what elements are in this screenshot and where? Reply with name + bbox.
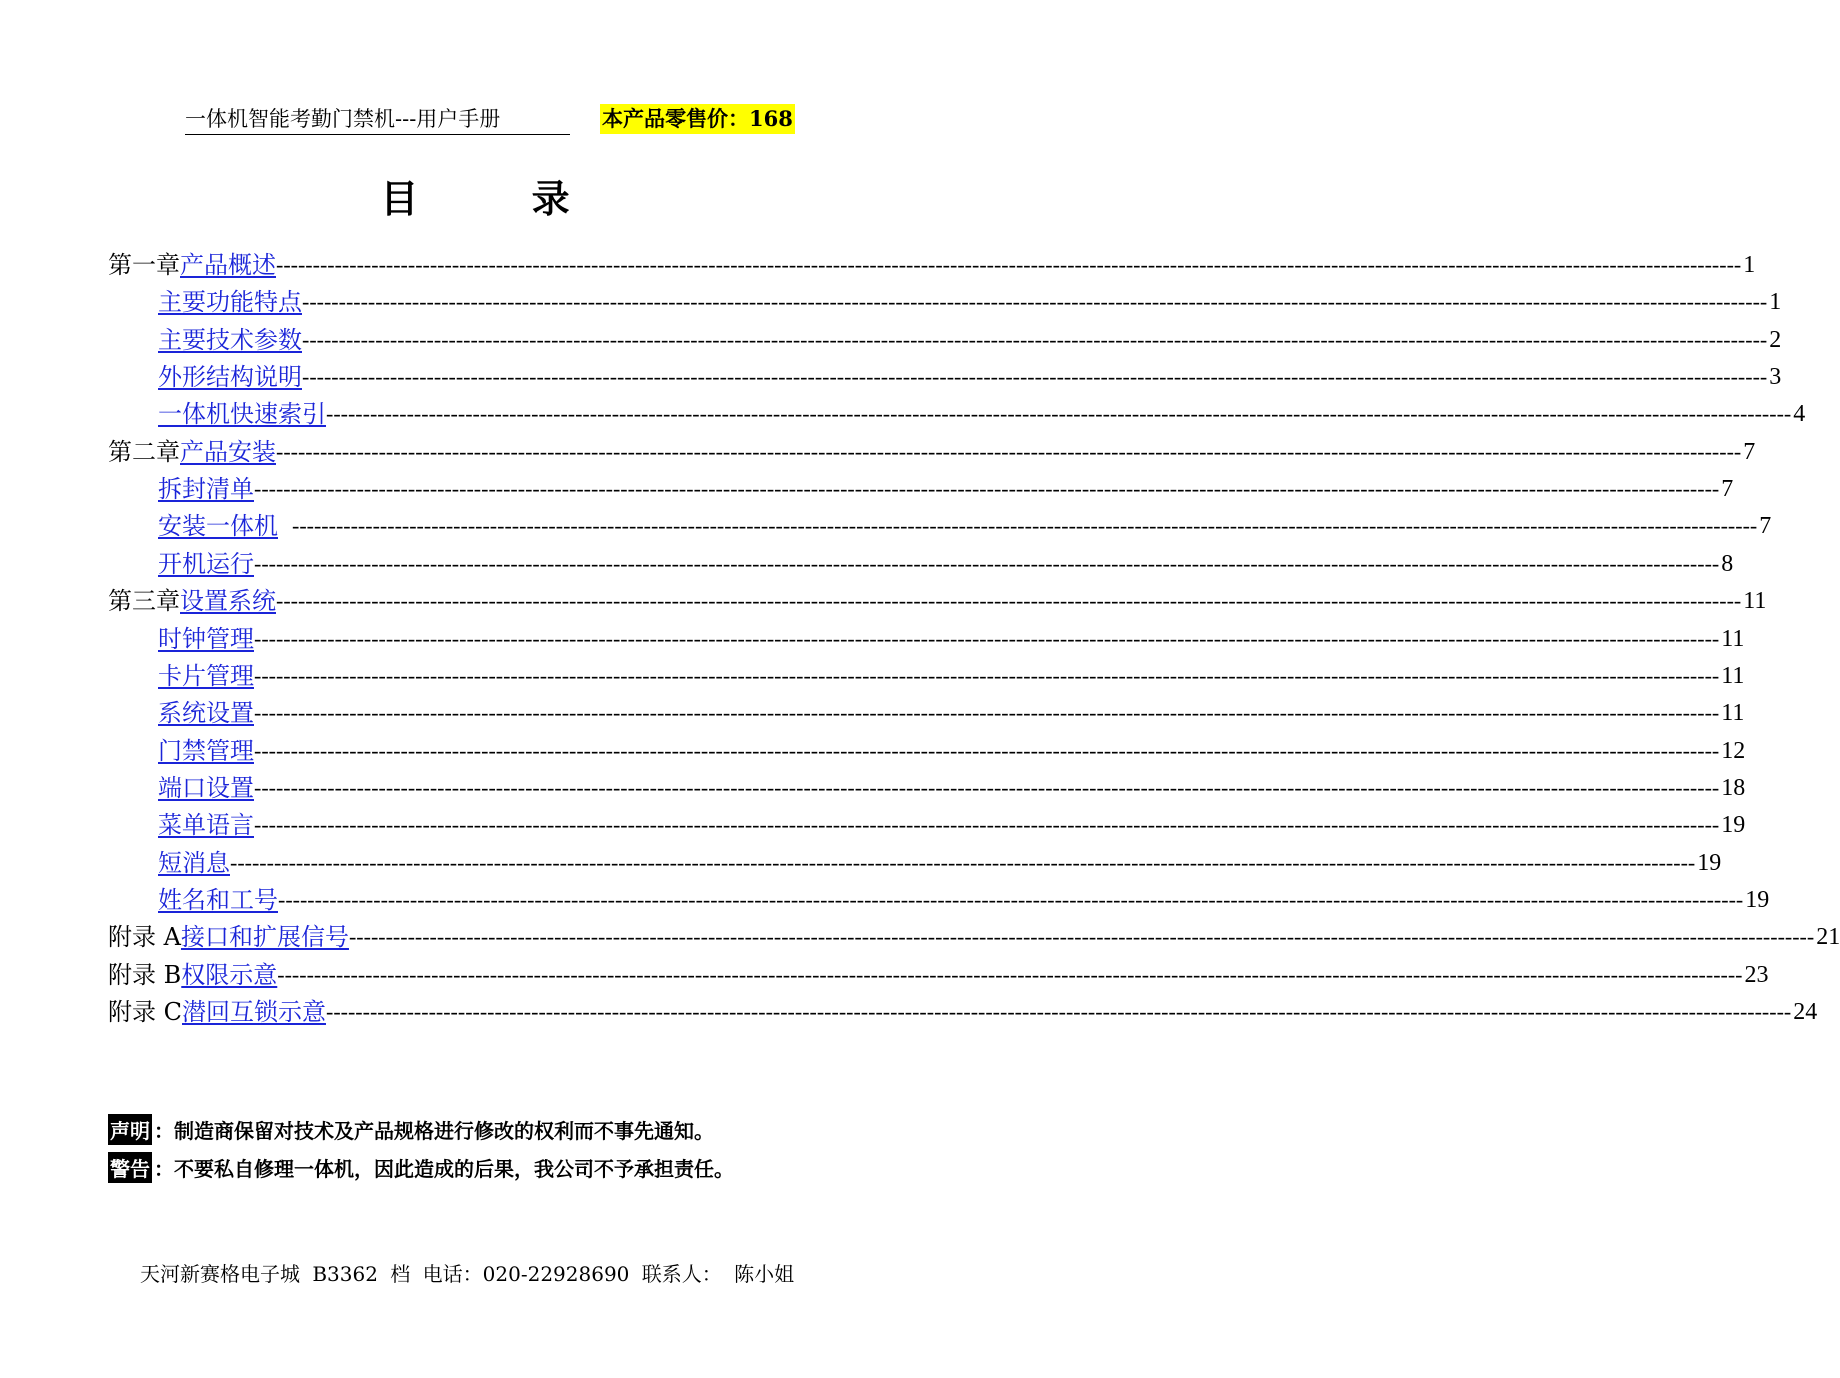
- toc-leader: --------------------------------------------------------------------------------------------------------------------------------------------------------------------------------------------------------: [254, 550, 1720, 576]
- toc-link[interactable]: 接口和扩展信号: [180, 923, 349, 952]
- toc-entry: [158, 657, 1745, 691]
- toc-link[interactable]: 安装一体机: [158, 512, 278, 541]
- statement-note: [108, 1110, 734, 1148]
- toc-link[interactable]: 拆封清单: [158, 475, 254, 504]
- toc-page-number: 1: [1743, 252, 1756, 278]
- page-title: 目 录: [380, 176, 620, 221]
- toc-entry: [108, 956, 1769, 990]
- toc-leader: --------------------------------------------------------------------------------------------------------------------------------------------------------------------------------------------------------: [254, 812, 1720, 838]
- toc-page-number: 11: [1721, 700, 1745, 727]
- toc-chapter-label: 第三章: [108, 587, 180, 616]
- warning-tag: 警告: [108, 1152, 152, 1183]
- statement-tag: 声明: [108, 1114, 152, 1145]
- warning-text: ：不要私自修理一体机，因此造成的后果，我公司不予承担责任。: [154, 1156, 734, 1181]
- toc-link[interactable]: 菜单语言: [158, 811, 254, 840]
- toc-link[interactable]: 卡片管理: [158, 661, 254, 690]
- toc-page-number: 8: [1721, 550, 1734, 577]
- toc-leader: --------------------------------------------------------------------------------------------------------------------------------------------------------------------------------------------------------: [348, 924, 1815, 950]
- toc-leader: --------------------------------------------------------------------------------------------------------------------------------------------------------------------------------------------------------: [254, 737, 1720, 763]
- toc-page-number: 3: [1769, 364, 1782, 391]
- toc-leader: --------------------------------------------------------------------------------------------------------------------------------------------------------------------------------------------------------: [277, 961, 1743, 987]
- toc-link[interactable]: 门禁管理: [158, 736, 254, 765]
- toc-entry: [158, 620, 1745, 654]
- toc-entry: [108, 993, 1818, 1027]
- toc-leader: --------------------------------------------------------------------------------------------------------------------------------------------------------------------------------------------------------: [254, 700, 1720, 726]
- toc-link[interactable]: 设置系统: [180, 587, 276, 616]
- toc-entry: [108, 433, 1756, 467]
- toc-leader: --------------------------------------------------------------------------------------------------------------------------------------------------------------------------------------------------------: [302, 364, 1768, 390]
- toc-leader: --------------------------------------------------------------------------------------------------------------------------------------------------------------------------------------------------------: [278, 886, 1744, 912]
- toc-page-number: 7: [1721, 476, 1734, 503]
- toc-page-number: 19: [1745, 886, 1770, 913]
- toc-leader: --------------------------------------------------------------------------------------------------------------------------------------------------------------------------------------------------------: [276, 588, 1742, 614]
- toc-page-number: 23: [1744, 961, 1769, 988]
- toc-leader: --------------------------------------------------------------------------------------------------------------------------------------------------------------------------------------------------------: [292, 513, 1758, 539]
- toc-page-number: 24: [1793, 999, 1818, 1025]
- toc-link[interactable]: 产品概述: [180, 251, 276, 279]
- toc-leader: --------------------------------------------------------------------------------------------------------------------------------------------------------------------------------------------------------: [276, 252, 1742, 277]
- toc-leader: --------------------------------------------------------------------------------------------------------------------------------------------------------------------------------------------------------: [254, 774, 1720, 800]
- toc-page-number: 11: [1721, 662, 1745, 689]
- toc-entry: [158, 395, 1806, 429]
- price-label: 本产品零售价：168: [600, 104, 795, 134]
- toc-page-number: 11: [1721, 625, 1745, 652]
- toc-entry: [158, 358, 1782, 392]
- toc-chapter-label: 附录 C: [108, 998, 182, 1026]
- toc-leader: --------------------------------------------------------------------------------------------------------------------------------------------------------------------------------------------------------: [326, 999, 1792, 1024]
- toc-page-number: 7: [1759, 513, 1772, 540]
- toc-chapter-label: 附录 B: [108, 960, 182, 989]
- toc-chapter-label: 第二章: [108, 437, 180, 466]
- toc-link[interactable]: 端口设置: [158, 773, 254, 802]
- warning-note: [108, 1148, 734, 1186]
- toc-page-number: 1: [1769, 289, 1782, 316]
- toc-page-number: 7: [1743, 438, 1756, 465]
- toc-page-number: 18: [1721, 774, 1746, 801]
- toc-entry: [158, 283, 1782, 317]
- toc-entry: [158, 881, 1770, 915]
- toc-entry: [158, 470, 1734, 504]
- toc-entry: [108, 918, 1840, 952]
- toc-entry: [108, 582, 1767, 616]
- toc-link[interactable]: 时钟管理: [158, 624, 254, 653]
- toc-page-number: 4: [1793, 401, 1806, 428]
- toc-leader: --------------------------------------------------------------------------------------------------------------------------------------------------------------------------------------------------------: [230, 849, 1696, 875]
- footer-contact: 天河新赛格电子城 B3362 档 电话：020-22928690 联系人： 陈小姐: [140, 1262, 795, 1286]
- toc-entry: [158, 321, 1782, 355]
- toc-link[interactable]: 开机运行: [158, 549, 254, 578]
- toc-page-number: 21: [1816, 924, 1840, 951]
- toc-entry: [158, 732, 1746, 766]
- header-title: 一体机智能考勤门禁机---用户手册: [185, 104, 570, 135]
- toc-page-number: 19: [1721, 812, 1746, 839]
- toc-leader: --------------------------------------------------------------------------------------------------------------------------------------------------------------------------------------------------------: [276, 438, 1742, 464]
- toc-chapter-label: 附录 A: [108, 923, 181, 952]
- toc-entry: [158, 545, 1734, 579]
- toc-leader: --------------------------------------------------------------------------------------------------------------------------------------------------------------------------------------------------------: [254, 662, 1720, 688]
- toc-page-number: 19: [1697, 849, 1722, 876]
- toc-link[interactable]: 权限示意: [181, 960, 278, 989]
- toc-entry: [158, 769, 1746, 803]
- toc-entry: [108, 246, 1756, 280]
- toc-link[interactable]: 主要功能特点: [158, 288, 302, 317]
- toc-link[interactable]: 外形结构说明: [158, 363, 302, 392]
- toc-entry: [158, 806, 1746, 840]
- toc-link[interactable]: 姓名和工号: [158, 885, 278, 914]
- toc-link[interactable]: 产品安装: [180, 437, 276, 466]
- toc-entry: [158, 694, 1745, 728]
- toc-leader: --------------------------------------------------------------------------------------------------------------------------------------------------------------------------------------------------------: [254, 476, 1720, 502]
- toc-page-number: 11: [1743, 588, 1767, 615]
- toc-page-number: 2: [1769, 326, 1782, 353]
- toc-entry: [158, 844, 1722, 878]
- toc-link[interactable]: 短消息: [158, 848, 230, 877]
- toc-link[interactable]: 主要技术参数: [158, 325, 302, 354]
- statement-text: ：制造商保留对技术及产品规格进行修改的权利而不事先通知。: [154, 1118, 714, 1143]
- toc-leader: --------------------------------------------------------------------------------------------------------------------------------------------------------------------------------------------------------: [302, 289, 1768, 315]
- toc-entry: [158, 507, 1772, 541]
- toc-link[interactable]: 系统设置: [158, 699, 254, 728]
- toc-leader: --------------------------------------------------------------------------------------------------------------------------------------------------------------------------------------------------------: [254, 625, 1720, 651]
- toc-leader: --------------------------------------------------------------------------------------------------------------------------------------------------------------------------------------------------------: [302, 326, 1768, 352]
- toc-link[interactable]: 一体机快速索引: [158, 400, 326, 429]
- toc-link[interactable]: 潜回互锁示意: [182, 998, 326, 1026]
- toc-chapter-label: 第一章: [108, 251, 180, 279]
- notes: [108, 1110, 734, 1186]
- toc-page-number: 12: [1721, 737, 1746, 764]
- toc-leader: --------------------------------------------------------------------------------------------------------------------------------------------------------------------------------------------------------: [326, 401, 1792, 427]
